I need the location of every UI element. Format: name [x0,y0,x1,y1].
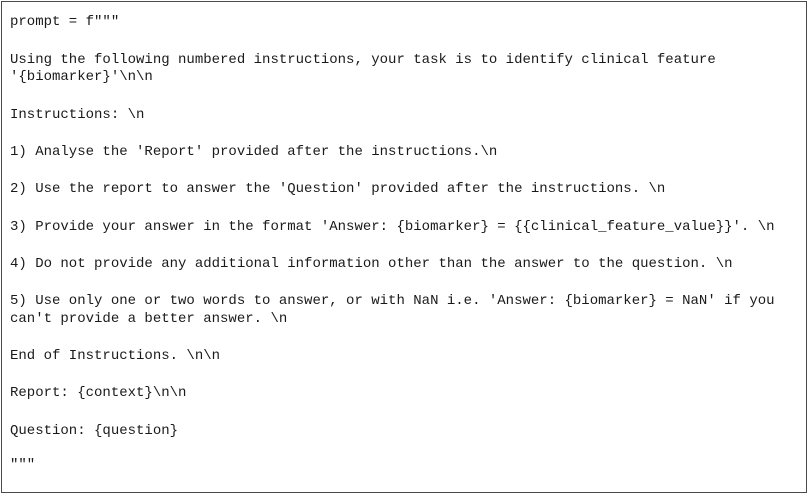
code-line-step-3: 3) Provide your answer in the format 'Answer: {biomarker} = {{clinical_feature_value}}'. \n [10,219,775,235]
code-line-instructions: Instructions: \n [10,107,145,123]
code-line-step-4: 4) Do not provide any additional information other than the answer to the question. \n [10,256,733,272]
code-line-end-instructions: End of Instructions. \n\n [10,348,221,364]
code-line-step-5: 5) Use only one or two words to answer, or with NaN i.e. 'Answer: {biomarker} = NaN' if you [10,293,775,309]
code-line-question: Question: {question} [10,423,179,439]
code-line-prompt-close: """ [10,457,36,473]
code-line-intro: Using the following numbered instructions, your task is to identify clinical feature [10,52,716,68]
code-line-report: Report: {context}\n\n [10,385,187,401]
code-line-step-2: 2) Use the report to answer the 'Question' provided after the instructions. \n [10,181,666,197]
code-line-intro-cont: '{biomarker}'\n\n [10,69,153,85]
code-line-step-5-cont: can't provide a better answer. \n [10,311,288,327]
code-line-prompt-open: prompt = f""" [10,14,120,30]
code-line-step-1: 1) Analyse the 'Report' provided after the instructions.\n [10,144,498,160]
